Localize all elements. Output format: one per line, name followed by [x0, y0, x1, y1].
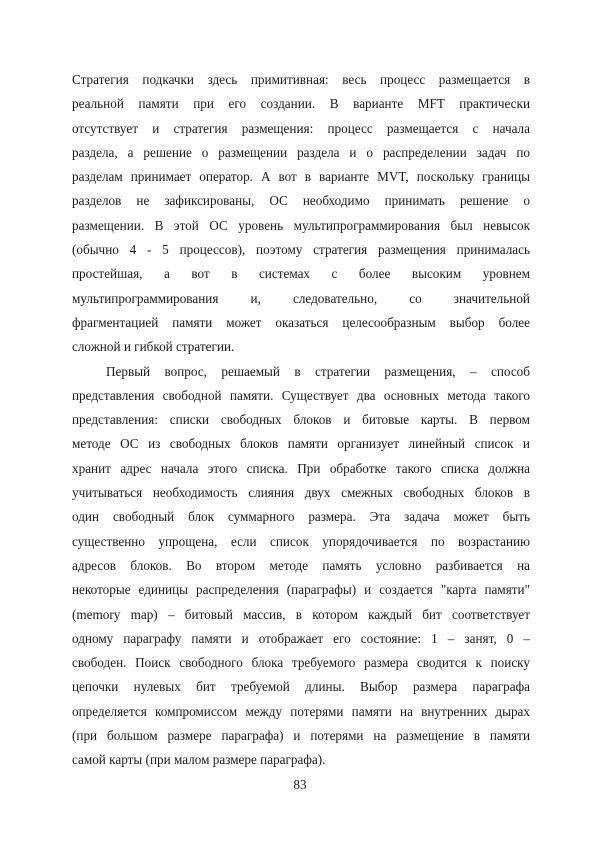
- text-line: размещении. В этой ОС уровень мультипрограммирования был невысок: [72, 217, 530, 233]
- text-line: методе ОС из свободных блоков памяти организует линейный список и: [72, 436, 530, 452]
- text-line: адресов блоков. Во втором методе память условно разбивается на: [72, 557, 530, 573]
- text-line: фрагментацией памяти может оказаться целесообразным выбор более: [72, 314, 530, 330]
- text-line: существенно упрощена, если список упорядочивается по возрастанию: [72, 533, 530, 549]
- text-line: представления свободной памяти. Существует два основных метода такого: [72, 387, 530, 403]
- text-line: некоторые единицы распределения (параграфы) и создается "карта памяти": [72, 582, 530, 598]
- text-line: (memory map) – битовый массив, в котором каждый бит соответствует: [72, 606, 530, 622]
- text-line: реальной памяти при его создании. В варианте MFT практически: [72, 96, 530, 112]
- text-line: представления: списки свободных блоков и битовые карты. В первом: [72, 412, 530, 428]
- text-line: отсутствует и стратегия размещения: процесс размещается с начала: [72, 120, 530, 136]
- text-line: сложной и гибкой стратегии.: [72, 339, 235, 355]
- paragraph-2: [72, 360, 530, 773]
- text-line: одному параграфу памяти и отображает его состояние: 1 – занят, 0 –: [72, 630, 530, 646]
- text-line: определяется компромиссом между потерями памяти на внутренних дырах: [72, 703, 530, 719]
- text-line: мультипрограммирования и, следовательно, со значительной: [72, 290, 530, 306]
- document-page: [72, 68, 530, 773]
- text-line: свободен. Поиск свободного блока требуемого размера сводится к поиску: [72, 655, 530, 671]
- text-line: самой карты (при малом размере параграфа).: [72, 752, 326, 768]
- text-line: Первый вопрос, решаемый в стратегии размещения, – способ: [106, 363, 530, 379]
- text-line: хранит адрес начала этого списка. При обработке такого списка должна: [72, 460, 530, 476]
- text-line: один свободный блок суммарного размера. Эта задача может быть: [72, 509, 530, 525]
- text-line: разделам принимает оператор. А вот в варианте MVT, поскольку границы: [72, 169, 530, 185]
- text-line: разделов не зафиксированы, ОС необходимо принимать решение о: [72, 193, 530, 209]
- text-line: (при большом размере параграфа) и потерями на размещение в памяти: [72, 728, 530, 744]
- text-line: простейшая, а вот в системах с более высоким уровнем: [72, 266, 530, 282]
- page-number: 83: [293, 777, 307, 792]
- text-line: (обычно 4 - 5 процессов), поэтому стратегия размещения принималась: [72, 242, 530, 258]
- text-line: Стратегия подкачки здесь примитивная: весь процесс размещается в: [72, 72, 530, 87]
- text-line: учитываться необходимость слияния двух смежных свободных блоков в: [72, 485, 530, 501]
- paragraph-1: [72, 68, 530, 360]
- text-line: раздела, а решение о размещении раздела и о распределении задач по: [72, 144, 530, 160]
- text-line: цепочки нулевых бит требуемой длины. Выбор размера параграфа: [72, 679, 530, 695]
